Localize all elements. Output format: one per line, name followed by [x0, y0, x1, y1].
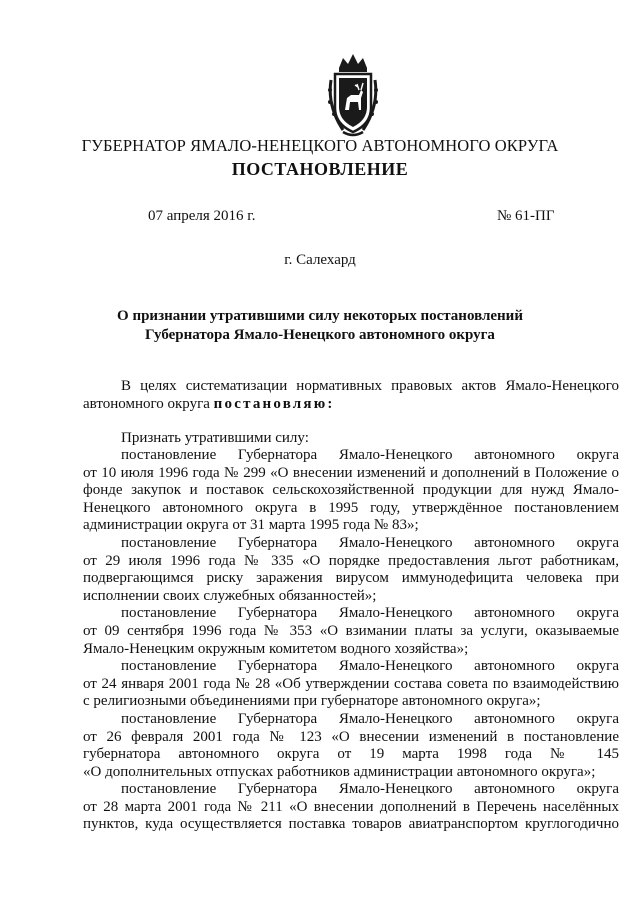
- item-line: от 28 марта 2001 года № 211 «О внесении дополнений в Перечень населённых: [83, 798, 619, 815]
- item-line: от 29 июля 1996 года № 335 «О порядке предоставления льгот работникам,: [83, 552, 619, 569]
- document-number: № 61-ПГ: [497, 208, 555, 224]
- item-line: губернатора автономного округа от 19 марта 1998 года № 145: [83, 746, 619, 763]
- item-line: от 26 февраля 2001 года № 123 «О внесении изменений в постановление: [83, 728, 619, 745]
- preamble-text: автономного округа: [83, 395, 214, 412]
- intro-paragraph: [83, 430, 619, 448]
- item-line: от 10 июля 1996 года № 299 «О внесении изменений и дополнений в Положение о: [83, 464, 619, 481]
- item-line: постановление Губернатора Ямало-Ненецкого автономного округа: [121, 781, 619, 798]
- list-item: [83, 535, 619, 605]
- issuer-heading: ГУБЕРНАТОР ЯМАЛО-НЕНЕЦКОГО АВТОНОМНОГО ОКРУГА: [81, 136, 559, 155]
- item-line: от 24 января 2001 года № 28 «Об утверждении состава совета по взаимодействию: [83, 675, 619, 692]
- preamble-line: В целях систематизации нормативных правовых актов Ямало-Ненецкого: [121, 378, 619, 394]
- item-line: с религиозными объединениями при губернаторе автономного округа»;: [83, 693, 541, 710]
- list-item: [83, 658, 619, 711]
- document-city: г. Салехард: [284, 252, 356, 268]
- document-title: [60, 307, 580, 345]
- item-line: подвергающимся риску заражения вирусом иммунодефицита человека при: [83, 570, 619, 587]
- item-line: Ненецкого автономного округа в 1995 году, утверждённое постановлением: [83, 499, 619, 516]
- item-line: администрации округа от 31 марта 1995 года № 83»;: [83, 517, 419, 534]
- document-type-heading: ПОСТАНОВЛЕНИЕ: [231, 159, 409, 179]
- title-line: Губернатора Ямало-Ненецкого автономного округа: [145, 327, 495, 343]
- item-line: исполнении своих служебных обязанностей»;: [83, 587, 377, 604]
- item-line: постановление Губернатора Ямало-Ненецкого автономного округа: [121, 605, 619, 622]
- preamble: [83, 378, 619, 413]
- item-line: постановление Губернатора Ямало-Ненецкого автономного округа: [121, 534, 619, 551]
- list-item: [83, 447, 619, 535]
- intro-line: Признать утратившими силу:: [121, 430, 309, 446]
- decree-keyword: постановляю:: [213, 395, 335, 412]
- list-item: [83, 781, 619, 834]
- yamal-nenets-coat-of-arms-icon: [321, 50, 385, 142]
- repealed-list: [83, 447, 619, 834]
- preamble-line: [83, 396, 619, 414]
- document-date: 07 апреля 2016 г.: [148, 208, 256, 224]
- item-line: Ямало-Ненецким окружным комитетом водного хозяйства»;: [83, 640, 469, 657]
- item-line: пунктов, куда осуществляется поставка товаров авиатранспортом круглогодично: [83, 816, 619, 833]
- item-line: постановление Губернатора Ямало-Ненецкого автономного округа: [121, 710, 619, 727]
- item-line: постановление Губернатора Ямало-Ненецкого автономного округа: [121, 447, 619, 463]
- list-item: [83, 605, 619, 658]
- item-line: фонде закупок и поставок сельскохозяйственной продукции для нужд Ямало-: [83, 482, 619, 499]
- item-line: от 09 сентября 1996 года № 353 «О взимании платы за услуги, оказываемые: [83, 622, 619, 639]
- title-line: О признании утратившими силу некоторых постановлений: [117, 308, 523, 324]
- item-line: «О дополнительных отпусках работников администрации автономного округа»;: [83, 763, 596, 780]
- list-item: [83, 711, 619, 781]
- item-line: постановление Губернатора Ямало-Ненецкого автономного округа: [121, 658, 619, 675]
